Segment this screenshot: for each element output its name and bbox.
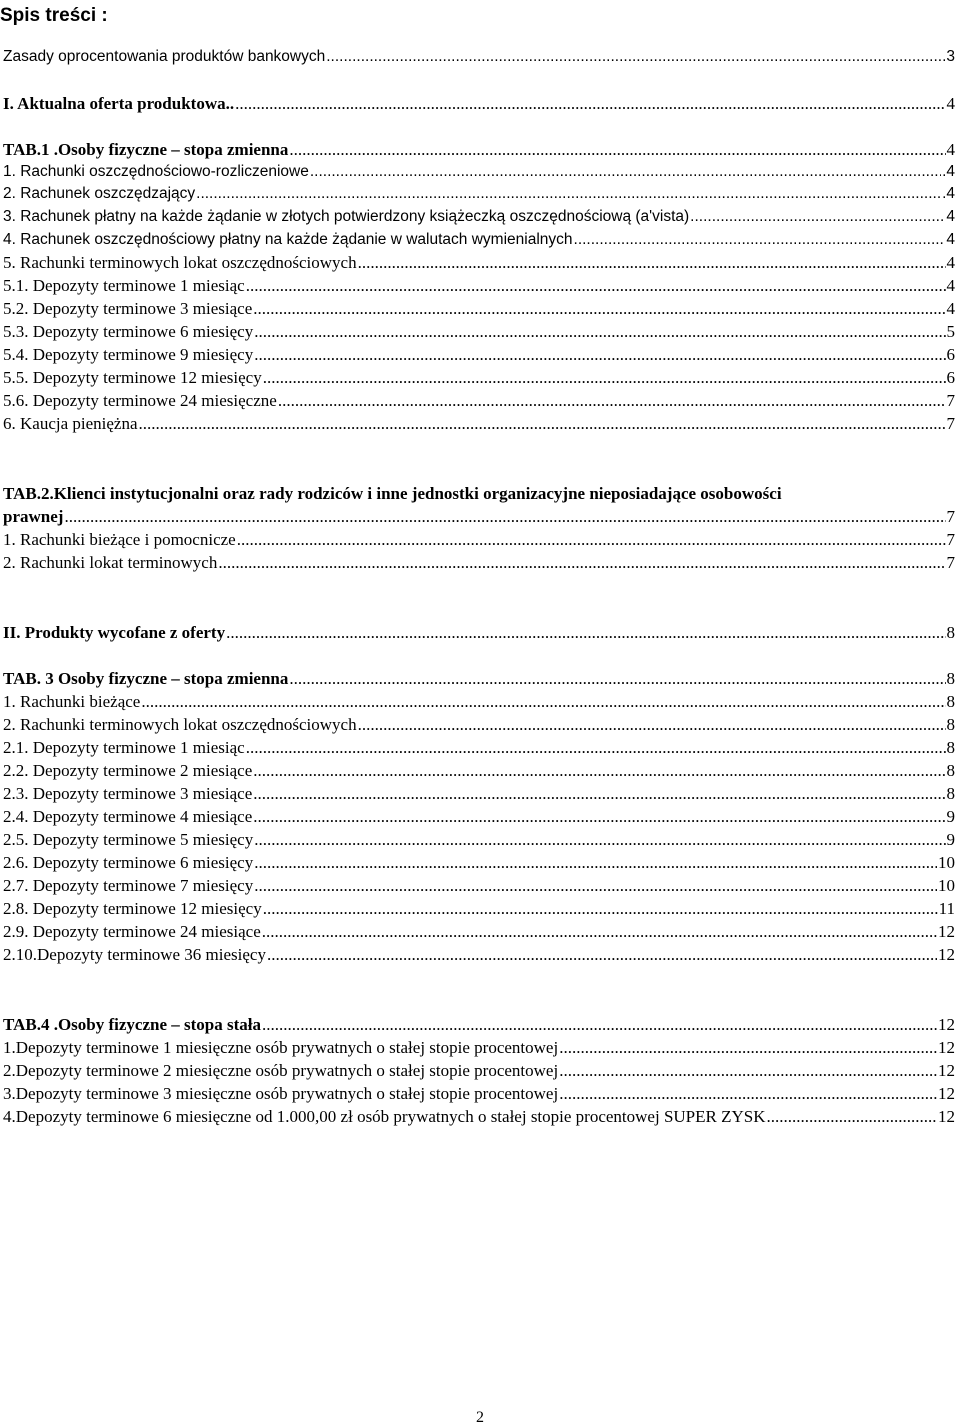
toc-entry-label: 5.4. Depozyty terminowe 9 miesięcy (3, 345, 254, 364)
toc-entry[interactable] (3, 275, 955, 297)
toc-entry[interactable] (3, 183, 955, 205)
toc-entry-page: 12 (938, 1061, 955, 1080)
toc-heading: Spis treści : (0, 5, 108, 26)
toc-entry-label: 4. Rachunek oszczędnościowy płatny na każde żądanie w walutach wymienialnych (3, 231, 573, 248)
toc-entry[interactable] (3, 760, 955, 782)
toc-entry-page: 3 (946, 48, 955, 65)
toc-entry[interactable] (3, 229, 955, 251)
toc-entry-label: 5.6. Depozyty terminowe 24 miesięczne (3, 391, 277, 410)
toc-entry-label: TAB.4 .Osoby fizyczne – stopa stała (3, 1015, 261, 1034)
toc-entry-label: 2.2. Depozyty terminowe 2 miesiące (3, 761, 253, 780)
dot-leader (767, 1106, 938, 1128)
toc-entry-label: 4.Depozyty terminowe 6 miesięczne od 1.000,00 zł osób prywatnych o stałej stopie procentowej SUPER ZYSK (3, 1107, 766, 1126)
toc-entry-label: 2.8. Depozyty terminowe 12 miesięcy (3, 899, 262, 918)
toc-entry-page: 4 (946, 140, 955, 159)
toc-entry-page: 11 (938, 899, 955, 918)
dot-leader (254, 344, 945, 366)
toc-entry-label: 5.1. Depozyty terminowe 1 miesiąc (3, 276, 245, 295)
dot-leader (559, 1037, 937, 1059)
toc-entry[interactable] (3, 1037, 955, 1059)
toc-entry-label: 5.2. Depozyty terminowe 3 miesiące (3, 299, 253, 318)
toc-entry[interactable] (3, 737, 955, 759)
toc-entry-page: 8 (946, 669, 955, 688)
toc-entry-page: 7 (946, 414, 955, 433)
toc-entry[interactable] (3, 852, 955, 874)
toc-entry-page: 7 (946, 391, 955, 410)
toc-entry-label: 3.Depozyty terminowe 3 miesięczne osób prywatnych o stałej stopie procentowej (3, 1084, 559, 1103)
dot-leader (254, 321, 945, 343)
toc-entry-label: 5.5. Depozyty terminowe 12 miesięcy (3, 368, 262, 387)
toc-entry[interactable] (3, 206, 955, 228)
dot-leader (237, 529, 946, 551)
toc-entry[interactable] (3, 161, 955, 183)
toc-entry-page: 9 (946, 830, 955, 849)
toc-entry-label: 2.5. Depozyty terminowe 5 miesięcy (3, 830, 254, 849)
toc-entry-page: 4 (946, 253, 955, 272)
toc-entry-label: TAB.1 .Osoby fizyczne – stopa zmienna (3, 140, 289, 159)
toc-entry-label: prawnej (3, 507, 64, 526)
toc-entry-page: 10 (938, 876, 955, 895)
toc-entry-label: 2.3. Depozyty terminowe 3 miesiące (3, 784, 253, 803)
toc-entry-page: 8 (946, 738, 955, 757)
toc-entry-label: 2.Depozyty terminowe 2 miesięczne osób prywatnych o stałej stopie procentowej (3, 1061, 559, 1080)
dot-leader (141, 691, 945, 713)
toc-entry[interactable] (3, 691, 955, 713)
toc-entry-label: 2.6. Depozyty terminowe 6 miesięcy (3, 853, 254, 872)
dot-leader (559, 1083, 937, 1105)
dot-leader (253, 298, 945, 320)
dot-leader (218, 552, 945, 574)
dot-leader (246, 275, 946, 297)
toc-entry-page: 8 (946, 623, 955, 642)
toc-entry[interactable] (3, 829, 955, 851)
toc-entry[interactable] (3, 390, 955, 412)
toc-entry-label: TAB. 3 Osoby fizyczne – stopa zmienna (3, 669, 289, 688)
page-number: 2 (476, 1409, 484, 1426)
dot-leader (64, 506, 945, 528)
toc-entry[interactable] (3, 944, 955, 966)
toc-entry-page: 12 (938, 922, 955, 941)
toc-entry-page: 8 (946, 715, 955, 734)
toc-entry[interactable] (3, 344, 955, 366)
toc-entry[interactable] (3, 875, 955, 897)
dot-leader (358, 714, 946, 736)
toc-entry-label: II. Produkty wycofane z oferty (3, 623, 226, 642)
toc-entry[interactable] (3, 552, 955, 574)
dot-leader (310, 161, 941, 183)
toc-entry[interactable] (3, 529, 955, 551)
toc-entry-label: 1. Rachunki oszczędnościowo-rozliczeniowe (3, 163, 309, 180)
dot-leader (253, 783, 945, 805)
toc-entry-label: Zasady oprocentowania produktów bankowych (3, 48, 326, 65)
dot-leader (226, 622, 945, 644)
toc-entry-page: 12 (938, 1107, 955, 1126)
dot-leader (559, 1060, 937, 1082)
toc-entry-page: 5 (946, 322, 955, 341)
toc-entry[interactable] (3, 367, 955, 389)
toc-entry-page: 12 (938, 1084, 955, 1103)
toc-entry-page: 6 (946, 345, 955, 364)
toc-entry-page: 12 (938, 945, 955, 964)
toc-entry[interactable] (3, 139, 955, 161)
dot-leader (253, 760, 945, 782)
toc-entry-label: 6. Kaucja pieniężna (3, 414, 138, 433)
toc-entry-label: 2.7. Depozyty terminowe 7 miesięcy (3, 876, 254, 895)
dot-leader (574, 229, 946, 251)
dot-leader (289, 668, 945, 690)
dot-leader (139, 413, 946, 435)
toc-entry[interactable] (3, 1014, 955, 1036)
toc-entry-page: 4 (946, 299, 955, 318)
toc-entry-label: 2.4. Depozyty terminowe 4 miesiące (3, 807, 253, 826)
toc-entry[interactable] (3, 898, 955, 920)
dot-leader (289, 139, 945, 161)
toc-entry-page: 12 (938, 1038, 955, 1057)
toc-entry-label: 1. Rachunki bieżące (3, 692, 141, 711)
toc-entry[interactable] (3, 252, 955, 274)
toc-entry-label: 1. Rachunki bieżące i pomocnicze (3, 530, 236, 549)
dot-leader (254, 829, 945, 851)
dot-leader (278, 390, 946, 412)
toc-entry-page: 12 (938, 1015, 955, 1034)
toc-entry-page: 9 (946, 807, 955, 826)
dot-leader (246, 737, 946, 759)
toc-entry[interactable] (3, 321, 955, 343)
toc-entry-page: .4 (942, 163, 955, 180)
toc-entry-page: 7 (946, 507, 955, 526)
dot-leader (263, 898, 938, 920)
toc-entry-page: 4 (946, 276, 955, 295)
toc-entry[interactable] (3, 714, 955, 736)
toc-entry-label: 2.1. Depozyty terminowe 1 miesiąc (3, 738, 245, 757)
toc-entry[interactable] (3, 1083, 955, 1105)
toc-entry-label: 2.10.Depozyty terminowe 36 miesięcy (3, 945, 266, 964)
dot-leader (235, 93, 945, 115)
toc-entry-label: 2. Rachunki terminowych lokat oszczędnościowych (3, 715, 357, 734)
toc-entry-tab2-line1: TAB.2.Klienci instytucjonalni oraz rady rodziców i inne jednostki organizacyjne nieposiadające osobowości (3, 484, 782, 503)
toc-entry-label: 3. Rachunek płatny na każde żądanie w złotych potwierdzony książeczką oszczędnościową (a'vista) (3, 208, 690, 225)
dot-leader (196, 183, 941, 205)
toc-entry[interactable] (3, 783, 955, 805)
toc-entry-label: 5. Rachunki terminowych lokat oszczędnościowych (3, 253, 357, 272)
toc-entry-page: 4 (946, 231, 955, 248)
toc-entry-label: 2. Rachunek oszczędzający (3, 185, 196, 202)
toc-entry-page: 7 (946, 530, 955, 549)
dot-leader (262, 1014, 937, 1036)
dot-leader (358, 252, 946, 274)
toc-entry-page: 4 (946, 94, 955, 113)
dot-leader (267, 944, 937, 966)
toc-entry[interactable] (3, 298, 955, 320)
dot-leader (254, 852, 937, 874)
dot-leader (254, 875, 937, 897)
toc-entry-page: 10 (938, 853, 955, 872)
toc-entry-page: 8 (946, 761, 955, 780)
toc-entry[interactable] (3, 1106, 955, 1128)
toc-entry-label: I. Aktualna oferta produktowa.. (3, 94, 235, 113)
toc-entry-page: 6 (946, 368, 955, 387)
toc-entry-page: 7 (946, 553, 955, 572)
toc-entry[interactable] (3, 1060, 955, 1082)
toc-entry-label: 1.Depozyty terminowe 1 miesięczne osób prywatnych o stałej stopie procentowej (3, 1038, 559, 1057)
toc-entry[interactable] (3, 622, 955, 644)
toc-entry-label: 2.9. Depozyty terminowe 24 miesiące (3, 922, 261, 941)
toc-entry[interactable] (3, 806, 955, 828)
toc-entry[interactable] (3, 413, 955, 435)
toc-entry-page: .4 (942, 185, 955, 202)
toc-entry-label: 5.3. Depozyty terminowe 6 miesięcy (3, 322, 254, 341)
dot-leader (326, 46, 945, 68)
toc-entry-label: 2. Rachunki lokat terminowych (3, 553, 218, 572)
toc-entry[interactable] (3, 668, 955, 690)
toc-entry-tab2-line2[interactable] (3, 506, 955, 528)
toc-entry-page: 4 (946, 208, 955, 225)
toc-entry[interactable] (3, 93, 955, 115)
toc-entry[interactable] (3, 921, 955, 943)
dot-leader (263, 367, 946, 389)
toc-entry-page: 8 (946, 784, 955, 803)
toc-entry[interactable] (3, 46, 955, 68)
dot-leader (690, 206, 945, 228)
toc-entry-page: 8 (946, 692, 955, 711)
dot-leader (253, 806, 945, 828)
dot-leader (262, 921, 937, 943)
